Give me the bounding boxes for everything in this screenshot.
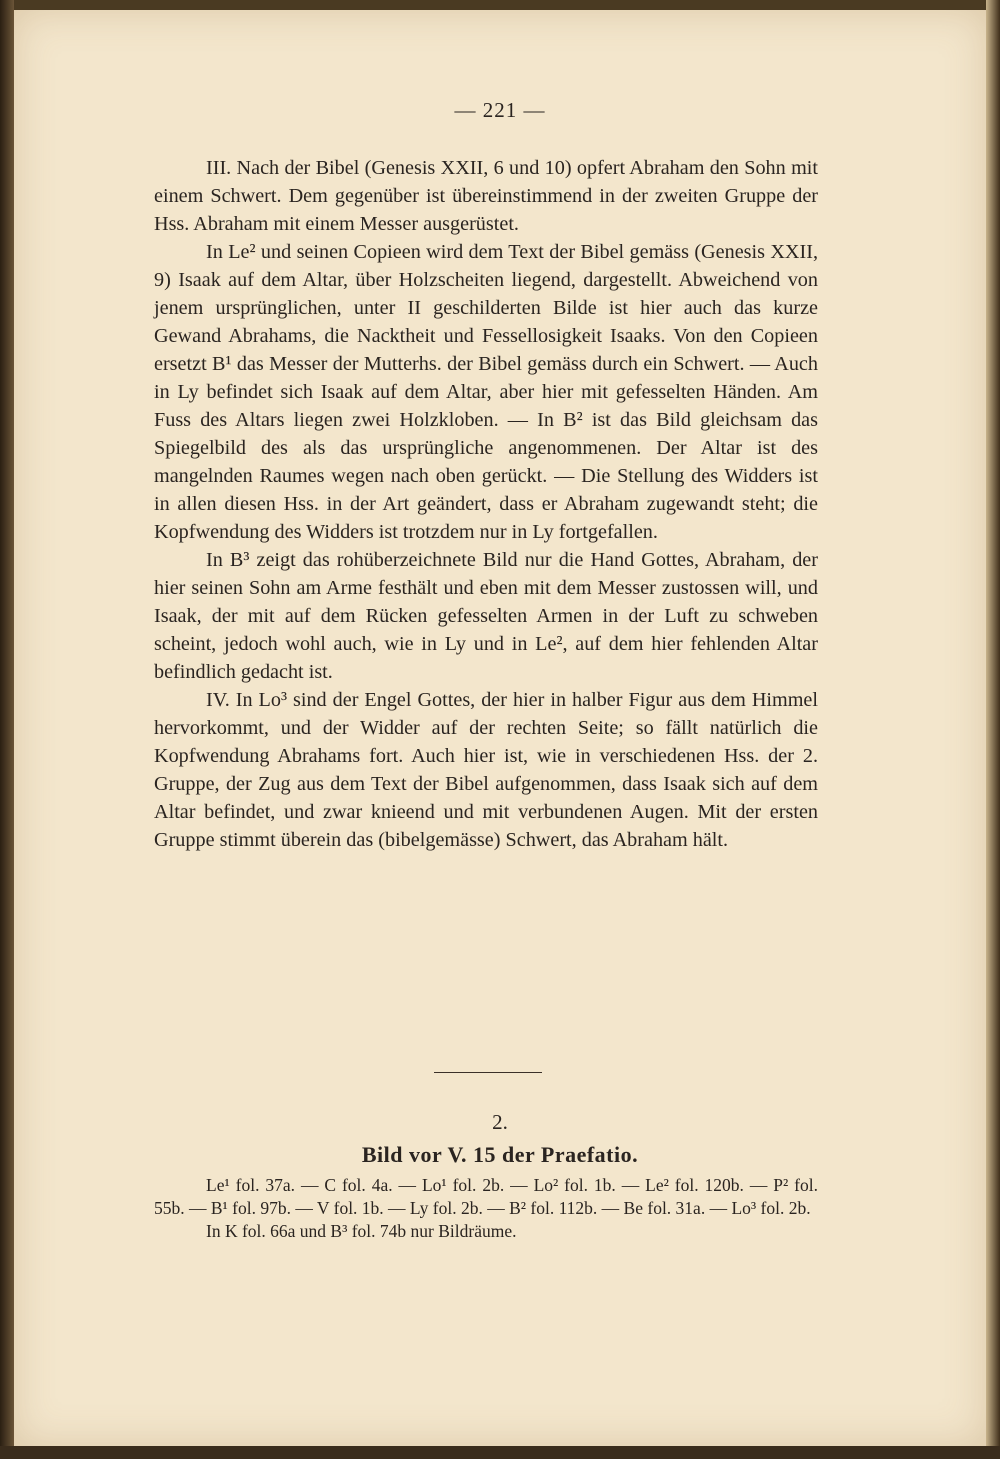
book-edge-right bbox=[986, 0, 1000, 1459]
references-note: In K fol. 66a und B³ fol. 74b nur Bildräume. bbox=[206, 1221, 517, 1241]
paragraph-le2: In Le² und seinen Copieen wird dem Text der Bibel gemäss (Genesis XXII, 9) Isaak auf dem Altar, über Holzscheiten liegend, dargestellt. Abweichend von jenem ursprünglichen, unter II geschilderten Bilde ist hier auch das kurze Gewand Abrahams, die Nacktheit und Fessellosigkeit Isaaks. Von den Copieen ersetzt B¹ das Messer der Mutterhs. der Bibel gemäss durch ein Schwert. — Auch in Ly befindet sich Isaak auf dem Altar, aber hier mit gefesselten Händen. Am Fuss des Altars liegen zwei Holzkloben. — In B² ist das Bild gleichsam das Spiegelbild des als das ursprüngliche angenommenen. Der Altar ist des mangelnden Raumes wegen nach oben gerückt. — Die Stellung des Widders ist in allen diesen Hss. in der Art geändert, dass er Abraham zugewandt steht; die Kopfwendung des Widders ist trotzdem nur in Ly fortgefallen. bbox=[154, 241, 818, 543]
section-divider bbox=[434, 1072, 542, 1073]
book-edge-bottom bbox=[0, 1446, 1000, 1459]
paragraph-b3: In B³ zeigt das rohüberzeichnete Bild nur die Hand Gottes, Abraham, der hier seinen Sohn am Arme festhält und eben mit dem Messer zustossen will, und Isaak, der mit auf dem Rücken gefesselten Armen in der Luft zu schweben scheint, jedoch wohl auch, wie in Ly und in Le², auf dem hier fehlenden Altar befindlich gedacht ist. bbox=[154, 549, 818, 683]
paragraph-iii: III. Nach der Bibel (Genesis XXII, 6 und 10) opfert Abraham den Sohn mit einem Schwert. Dem gegenüber ist übereinstimmend in der zweiten Gruppe der Hss. Abraham mit einem Messer ausgerüstet. bbox=[154, 157, 818, 235]
book-edge-top bbox=[0, 0, 1000, 10]
manuscript-references bbox=[154, 1174, 818, 1243]
body-text bbox=[154, 154, 818, 854]
paragraph-iv: IV. In Lo³ sind der Engel Gottes, der hier in halber Figur aus dem Himmel hervorkommt, und der Widder auf der rechten Seite; so fällt natürlich die Kopfwendung Abrahams fort. Auch hier ist, wie in verschiedenen Hss. der 2. Gruppe, der Zug aus dem Text der Bibel aufgenommen, dass Isaak sich auf dem Altar befindet, und zwar knieend und mit verbundenen Augen. Mit der ersten Gruppe stimmt überein das (bibelgemässe) Schwert, das Abraham hält. bbox=[154, 689, 818, 851]
book-spine bbox=[0, 0, 14, 1459]
page-number: — 221 — bbox=[454, 98, 546, 122]
section-title: Bild vor V. 15 der Praefatio. bbox=[361, 1142, 639, 1167]
book-page bbox=[14, 10, 986, 1446]
references-list: Le¹ fol. 37a. — C fol. 4a. — Lo¹ fol. 2b. — Lo² fol. 1b. — Le² fol. 120b. — P² fol. 55b. — B¹ fol. 97b. — V fol. 1b. — Ly fol. 2b. — B² fol. 112b. — Be fol. 31a. — Lo³ fol. 2b. bbox=[154, 1175, 818, 1218]
section-number: 2. bbox=[492, 1110, 508, 1134]
